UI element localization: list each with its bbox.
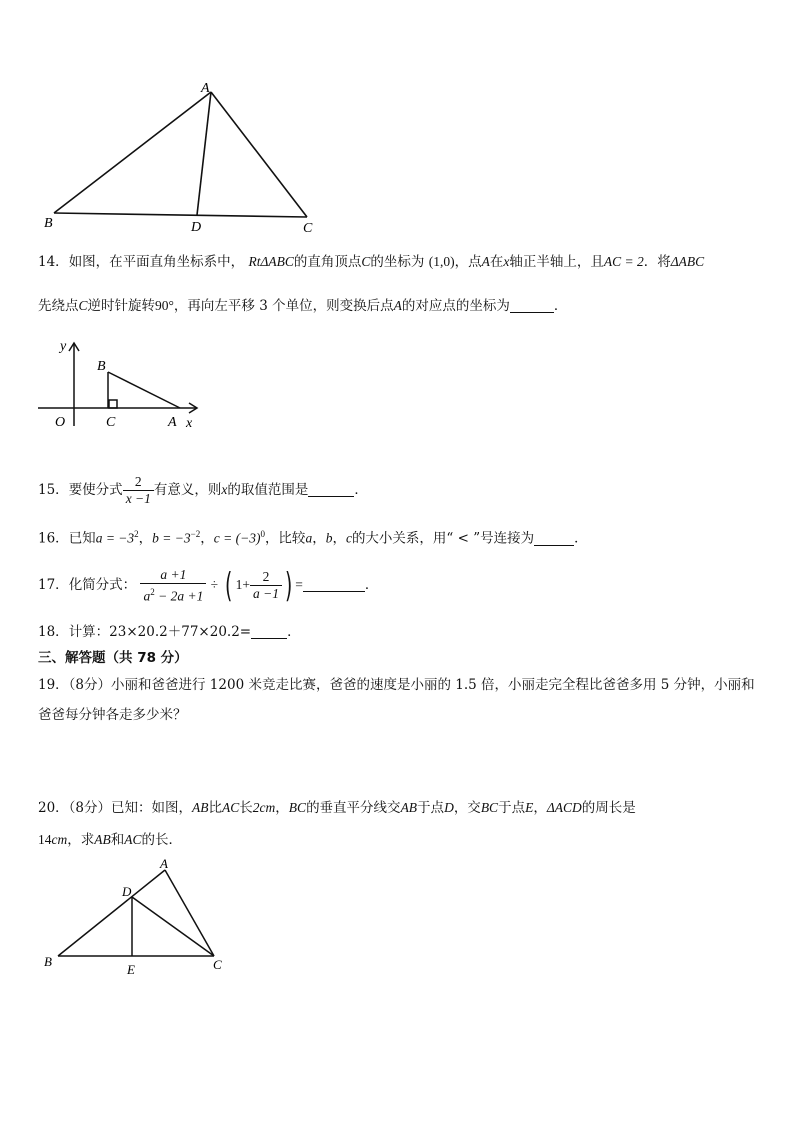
label-x: x [186,416,193,431]
answer-blank[interactable] [534,531,574,546]
edge-ad [197,92,211,215]
question-18: 18．计算：23×20.2＋77×20.2= ． [38,624,301,640]
question-20-line-1: 20．（8分）已知：如图，AB比AC长2cm，BC的垂直平分线交AB于点D，交BC于点E，ΔACD的周长是 [38,800,636,816]
label-c: C [303,221,313,236]
question-19-line-1: 19．（8分）小丽和爸爸进行 1200 米竞走比赛，爸爸的速度是小丽的 1.5 倍，小丽走完全程比爸爸多用 5 分钟，小丽和 [38,677,755,693]
section-heading: 三、解答题（共 78 分） [38,650,188,666]
label-a: A [201,81,210,96]
edge-ab [58,870,165,956]
answer-blank[interactable] [303,577,365,592]
question-17: 17．化简分式： $\frac{a +1}{a^2 - 2a +1}$ ÷ ( 1+ $\frac{2}{a -1}$ ) = ． [38,565,379,606]
label-a: A [168,415,177,430]
answer-blank[interactable] [251,624,287,639]
fraction-1: $\frac{a +1}{a^2 - 2a +1}$ [140,567,206,605]
label-e: E [127,962,135,977]
fraction: $\frac{2}{x -1}$ [123,474,154,507]
question-20-line-2: 14cm，求AB和AC的长． [38,832,183,848]
question-14-line-2: 先绕点C逆时针旋转90°，再向左平移 3 个单位，则变换后点A的对应点的坐标为 ． [38,298,568,314]
triangle-abc-bisector-figure [34,852,234,982]
edge-bc [54,213,307,217]
coordinate-figure [34,336,209,436]
edge-ab [54,92,211,213]
label-o: O [55,415,66,430]
answer-blank[interactable] [308,482,354,497]
edge-ac [165,870,214,956]
label-a: A [160,856,168,871]
edge-ac [211,92,307,217]
edge-dc [132,897,214,956]
right-angle-mark [109,400,117,408]
question-15: 15．要使分式 $\frac{2}{x -1}$ 有意义，则x的取值范围是 ． [38,474,368,506]
question-19-line-2: 爸爸每分钟各走多少米？ [38,707,187,723]
label-d: D [191,220,202,235]
answer-blank[interactable] [510,298,554,313]
question-16: 16．已知$a = -3^2$，$b = -3^{-2}$，$c = (-3)^0$，比较a，b，c的大小关系，用“ < ”号连接为 ． [38,529,588,547]
triangle-abd-figure [30,75,330,240]
label-d: D [122,884,132,899]
label-b: B [44,216,53,231]
label-c: C [213,957,222,972]
label-c: C [106,415,116,430]
label-y: y [60,339,67,354]
question-14-line-1: 14．如图，在平面直角坐标系中， RtΔABC的直角顶点C的坐标为 (1,0)，点A在x轴正半轴上，且AC = 2．将ΔABC [38,254,705,270]
label-b: B [97,359,106,374]
label-b: B [44,954,52,969]
fraction-2: $\frac{2}{a -1}$ [250,569,282,602]
